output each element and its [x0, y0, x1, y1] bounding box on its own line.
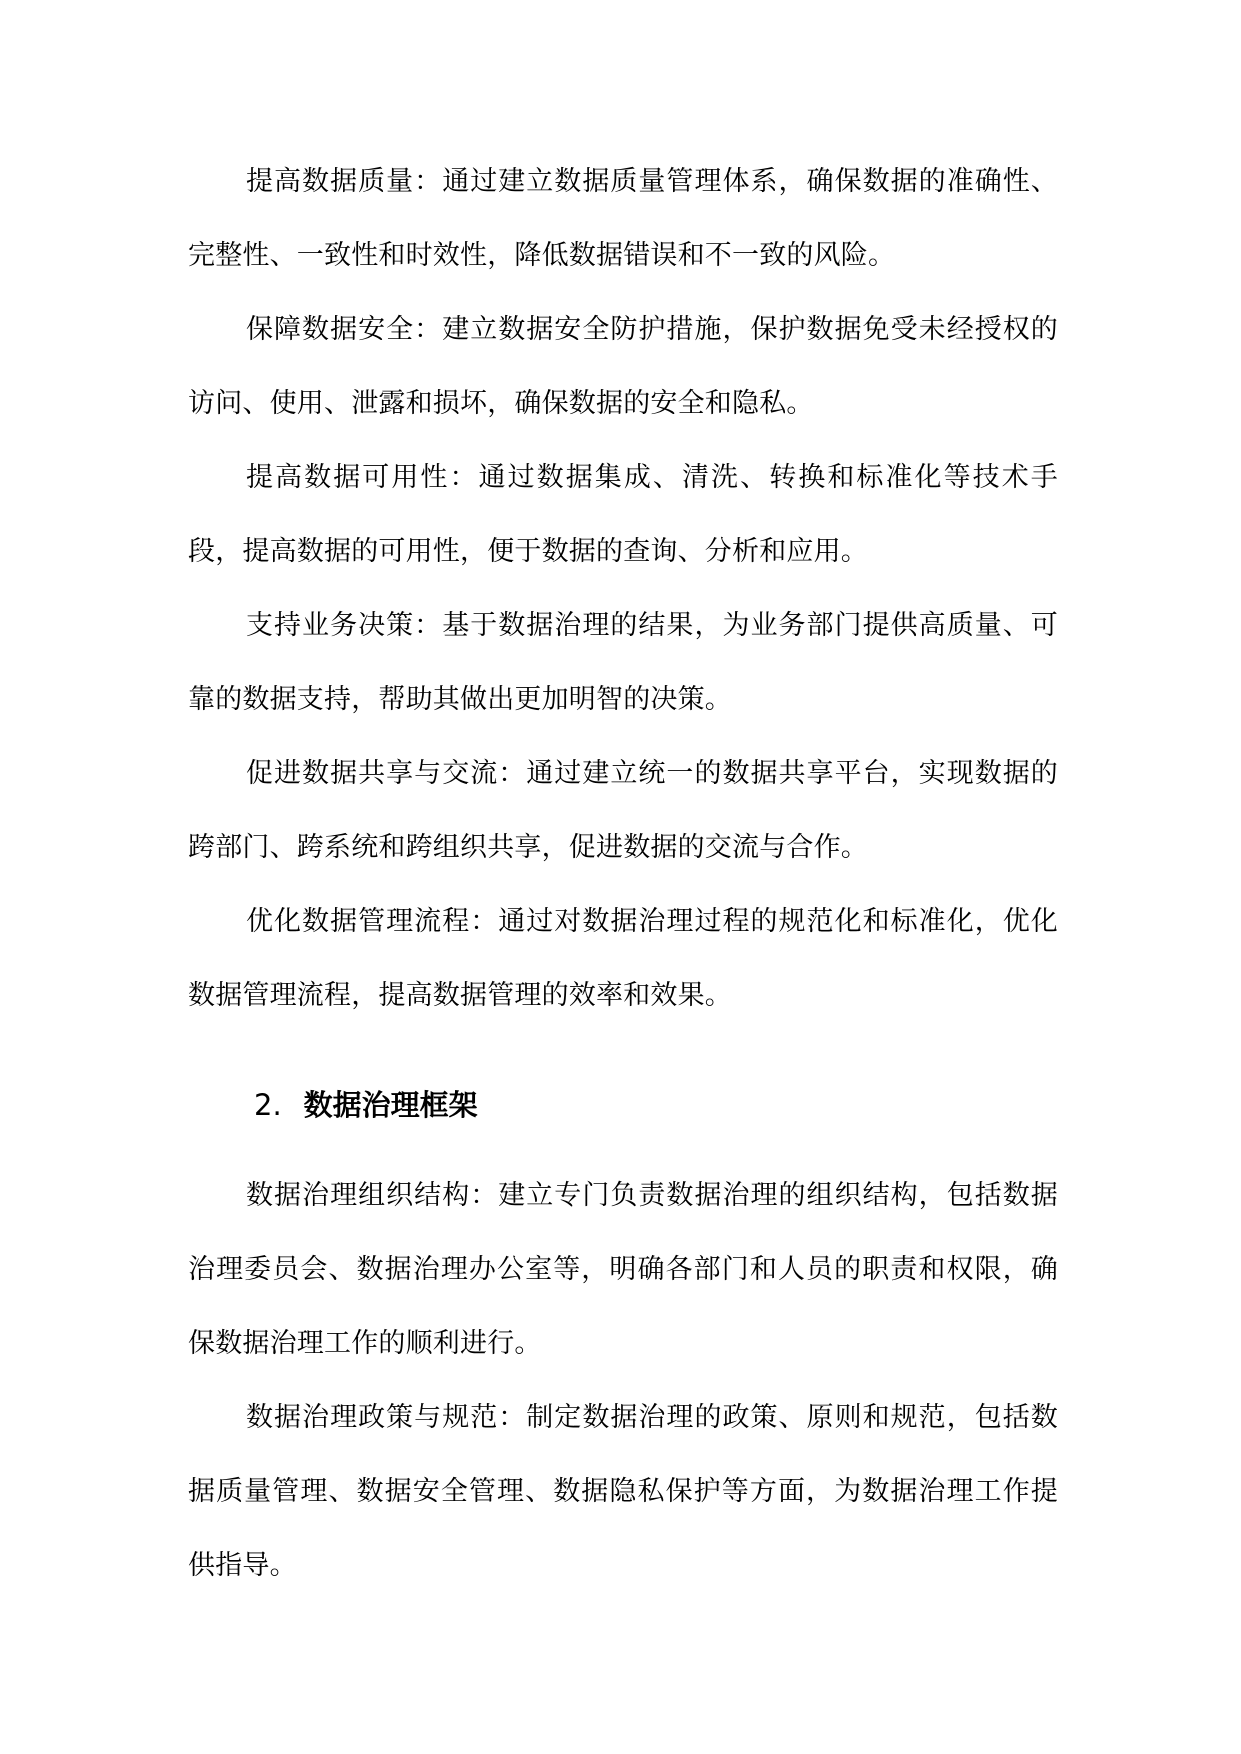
paragraph-governance-policy: 数据治理政策与规范：制定数据治理的政策、原则和规范，包括数据质量管理、数据安全管理、数据隐私保护等方面，为数据治理工作提供指导。: [188, 1402, 1058, 1581]
paragraph-data-security: 保障数据安全：建立数据安全防护措施，保护数据免受未经授权的访问、使用、泄露和损坏，确保数据的安全和隐私。: [188, 314, 1058, 419]
paragraph-process-optimization: 优化数据管理流程：通过对数据治理过程的规范化和标准化，优化数据管理流程，提高数据管理的效率和效果。: [188, 906, 1058, 1011]
section-title: 数据治理框架: [303, 1088, 478, 1122]
paragraph-data-sharing: 促进数据共享与交流：通过建立统一的数据共享平台，实现数据的跨部门、跨系统和跨组织共享，促进数据的交流与合作。: [188, 758, 1058, 863]
document-body: [188, 145, 1058, 1603]
section-number: 2.: [254, 1088, 282, 1122]
paragraph-business-decision: 支持业务决策：基于数据治理的结果，为业务部门提供高质量、可靠的数据支持，帮助其做出更加明智的决策。: [188, 610, 1058, 715]
paragraph-governance-organization: 数据治理组织结构：建立专门负责数据治理的组织结构，包括数据治理委员会、数据治理办公室等，明确各部门和人员的职责和权限，确保数据治理工作的顺利进行。: [188, 1180, 1058, 1359]
paragraph-data-quality: 提高数据质量：通过建立数据质量管理体系，确保数据的准确性、完整性、一致性和时效性，降低数据错误和不一致的风险。: [188, 166, 1058, 271]
section-heading: [254, 1085, 1058, 1125]
paragraph-data-usability: 提高数据可用性：通过数据集成、清洗、转换和标准化等技术手段，提高数据的可用性，便于数据的查询、分析和应用。: [188, 462, 1058, 567]
